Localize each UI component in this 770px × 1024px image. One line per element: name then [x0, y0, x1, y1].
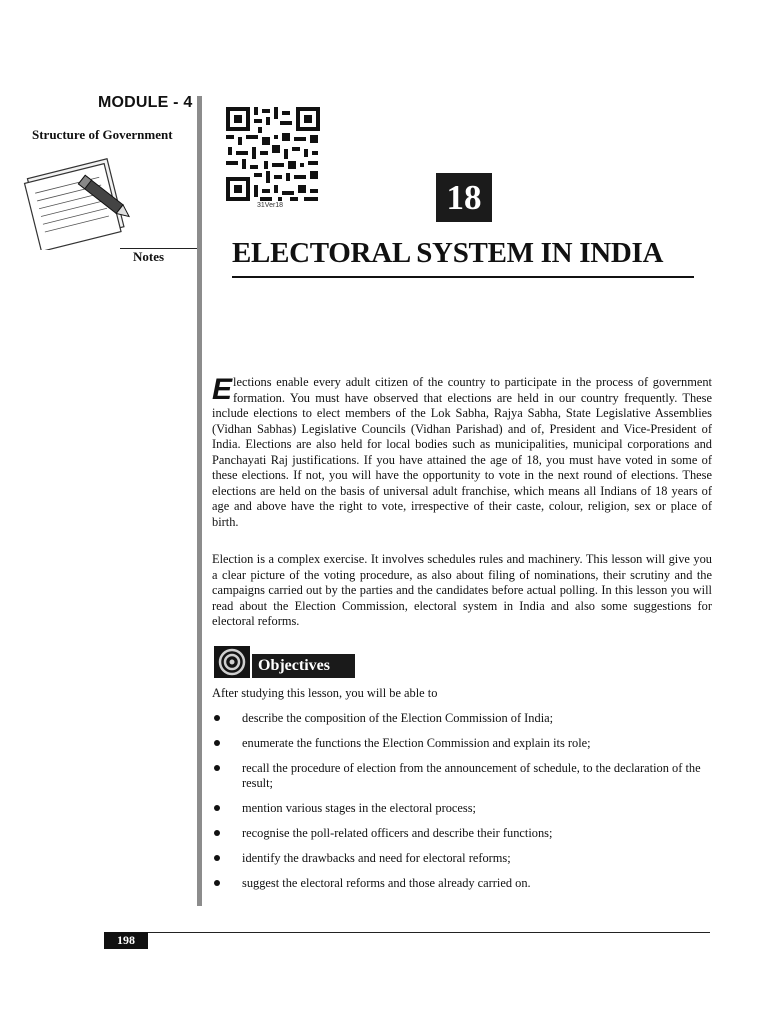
module-subtitle: Structure of Government: [32, 127, 173, 142]
list-item-text: recall the procedure of election from the announcement of schedule, to the declaration of the result;: [242, 761, 701, 790]
bullet-icon: [214, 855, 220, 861]
qr-code: [224, 105, 322, 203]
chapter-title: ELECTORAL SYSTEM IN INDIA: [232, 237, 664, 269]
intro-paragraph: [212, 375, 712, 530]
bullet-icon: [214, 715, 220, 721]
list-item: [212, 851, 712, 866]
module-label: MODULE - 4: [98, 94, 193, 111]
list-item-text: identify the drawbacks and need for electoral reforms;: [242, 851, 511, 865]
intro-paragraph-text: lections enable every adult citizen of the country to participate in the process of government formation. You must have observed that elections are held in our country frequently. These include elections to elect members of the Lok Sabha, Rajya Sabha, State Legislative Assemblies (Vidhan Sabhas) Legislative Councils (Vidhan Parishad) and of, President and Vice-President of India. Elections are also held for local bodies such as municipalities, municipal corporations and Panchayati Raj justifications. If you have attained the age of 18, you must have voted in some of these elections. If not, you will have the opportunity to vote in the next round of elections. These elections are held on the basis of universal adult franchise, which means all Indians of 18 years of age and above have the right to vote, irrespective of their caste, colour, religion, sex or place of birth.: [212, 375, 712, 529]
list-item: [212, 801, 712, 816]
chapter-number: 18: [436, 173, 492, 222]
objectives-heading: [214, 646, 355, 678]
objectives-intro: After studying this lesson, you will be able to: [212, 686, 438, 700]
margin-bar: [197, 96, 202, 906]
list-item: [212, 711, 712, 726]
list-item: [212, 736, 712, 751]
bullet-icon: [214, 765, 220, 771]
notepad-pencil-icon: [14, 150, 134, 250]
objectives-list: [212, 711, 712, 901]
list-item-text: suggest the electoral reforms and those already carried on.: [242, 876, 531, 890]
footer-rule: [148, 932, 710, 933]
list-item-text: enumerate the functions the Election Commission and explain its role;: [242, 736, 591, 750]
qr-caption: 31Ver18: [257, 202, 284, 209]
title-underline: [232, 276, 694, 278]
bullet-icon: [214, 805, 220, 811]
target-icon: [214, 646, 250, 678]
list-item: [212, 761, 712, 791]
list-item: [212, 876, 712, 891]
notes-label: Notes: [133, 249, 165, 264]
list-item-text: describe the composition of the Election Commission of India;: [242, 711, 554, 725]
page-number: 198: [104, 932, 148, 949]
second-paragraph: Election is a complex exercise. It involves schedules rules and machinery. This lesson will give you a clear picture of the voting procedure, as also about filing of nominations, their scrutiny and the campaigns carried out by the parties and the candidates before actual polling. In this lesson you will read about the Election Commission, electoral system in India and also some suggestions for electoral reforms.: [212, 552, 712, 628]
list-item-text: mention various stages in the electoral process;: [242, 801, 476, 815]
drop-cap: E: [212, 373, 233, 406]
bullet-icon: [214, 830, 220, 836]
objectives-label: Objectives: [252, 654, 355, 678]
list-item-text: recognise the poll-related officers and describe their functions;: [242, 826, 553, 840]
list-item: [212, 826, 712, 841]
bullet-icon: [214, 880, 220, 886]
bullet-icon: [214, 740, 220, 746]
